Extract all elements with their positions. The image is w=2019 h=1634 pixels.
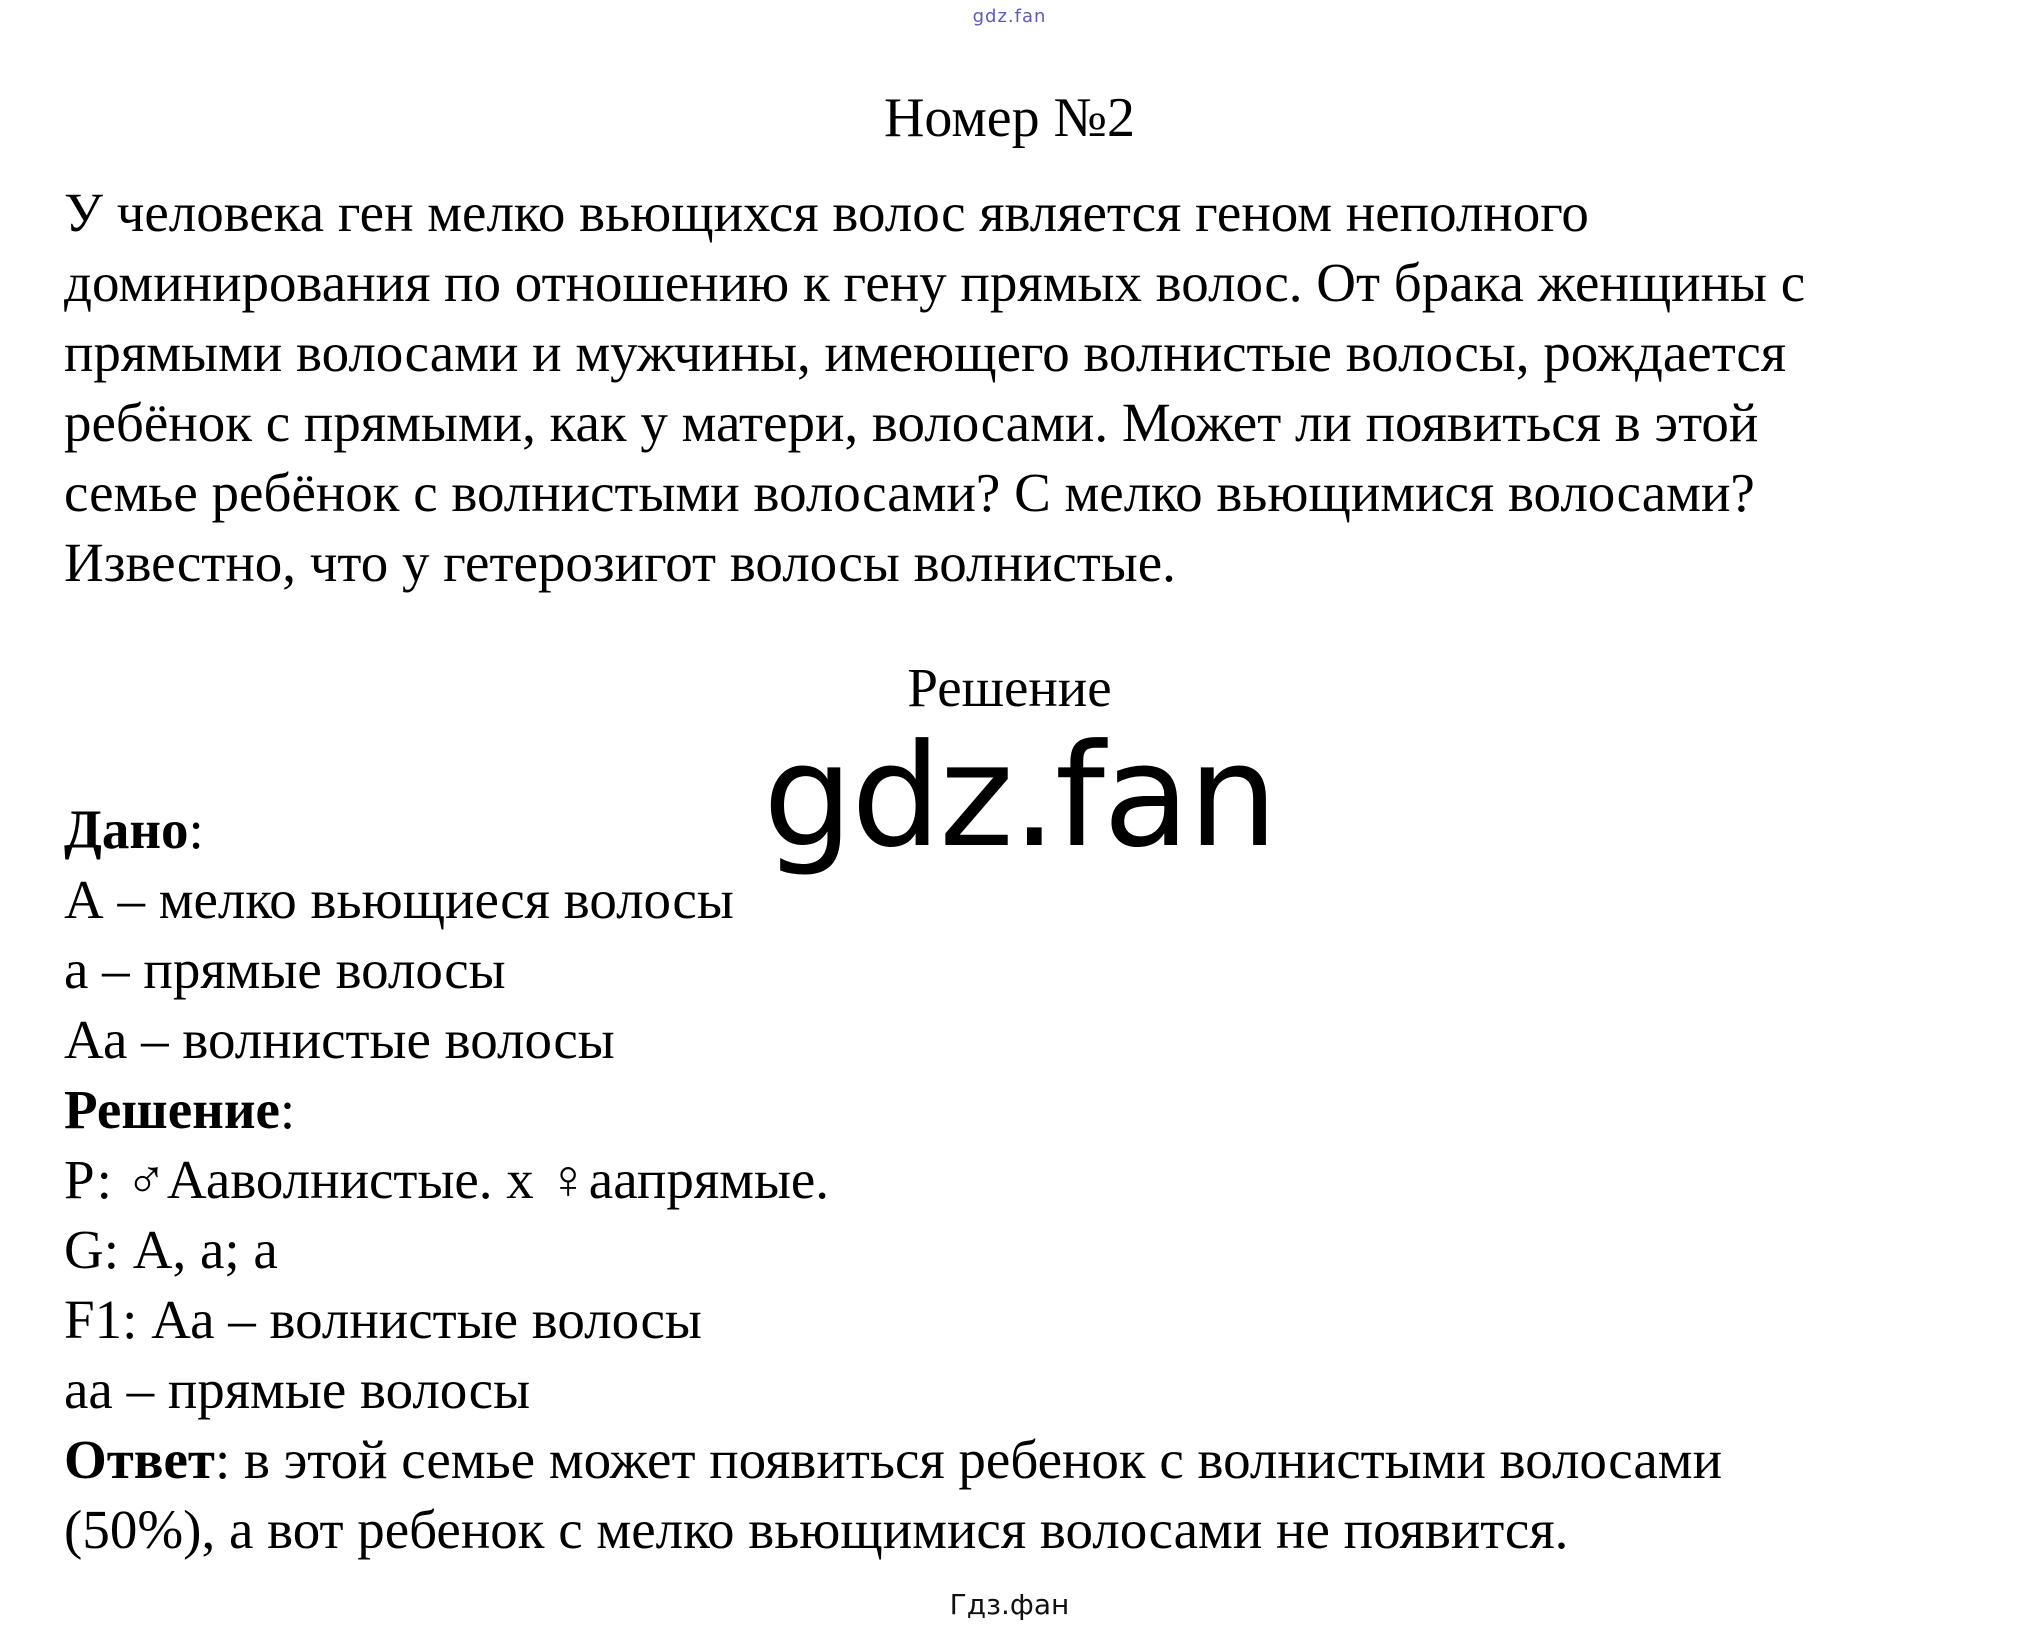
problem-line: прямыми волосами и мужчины, имеющего волнистые волосы, рождается: [64, 322, 1787, 383]
solution-text: [64, 795, 2004, 1565]
solution-line-text: А – мелко вьющиеся волосы: [64, 869, 734, 930]
watermark-large: gdz.fan: [763, 714, 1276, 879]
solution-heading: Решение: [907, 657, 1112, 718]
page-title: Номер №2: [883, 87, 1136, 149]
problem-text: [64, 178, 1984, 598]
solution-line-text: F1: Аа – волнистые волосы: [64, 1289, 702, 1350]
solution-line-text: : в этой семье может появиться ребенок с волнистыми волосами: [214, 1429, 1723, 1490]
problem-line: ребёнок с прямыми, как у матери, волосами. Может ли появиться в этой: [64, 392, 1759, 453]
solution-line: [64, 1075, 2004, 1145]
solution-line-text: Аа – волнистые волосы: [64, 1009, 615, 1070]
problem-line: Известно, что у гетерозигот волосы волнистые.: [64, 532, 1176, 593]
solution-line-text: :: [279, 1079, 296, 1140]
solution-line: [64, 1355, 2004, 1425]
watermark-top: gdz.fan: [972, 6, 1047, 27]
solution-line-text: G: А, а; а: [64, 1219, 278, 1280]
solution-line: [64, 1215, 2004, 1285]
solution-line-text: :: [188, 799, 204, 860]
problem-line: доминирования по отношению к гену прямых волос. От брака женщины с: [64, 252, 1806, 313]
solution-line-bold: Решение: [64, 1079, 280, 1140]
solution-line-text: а – прямые волосы: [64, 939, 506, 1000]
problem-line: семье ребёнок с волнистыми волосами? С мелко вьющимися волосами?: [64, 462, 1755, 523]
solution-line: [64, 1005, 2004, 1075]
solution-line: [64, 1145, 2004, 1215]
solution-line: [64, 1285, 2004, 1355]
solution-line-text: Р: ♂Ааволнистые. х ♀аапрямые.: [64, 1149, 830, 1210]
solution-line-bold: Ответ: [64, 1429, 215, 1490]
solution-line-bold: Дано: [64, 799, 189, 860]
solution-line-text: аа – прямые волосы: [64, 1359, 531, 1420]
solution-line: [64, 935, 2004, 1005]
solution-line: [64, 1495, 2004, 1565]
problem-line: У человека ген мелко вьющихся волос является геном неполного: [64, 182, 1589, 243]
footer-brand: Гдз.фан: [949, 1588, 1070, 1621]
solution-line: [64, 1425, 2004, 1495]
solution-line-text: (50%), а вот ребенок с мелко вьющимися волосами не появится.: [64, 1499, 1569, 1560]
